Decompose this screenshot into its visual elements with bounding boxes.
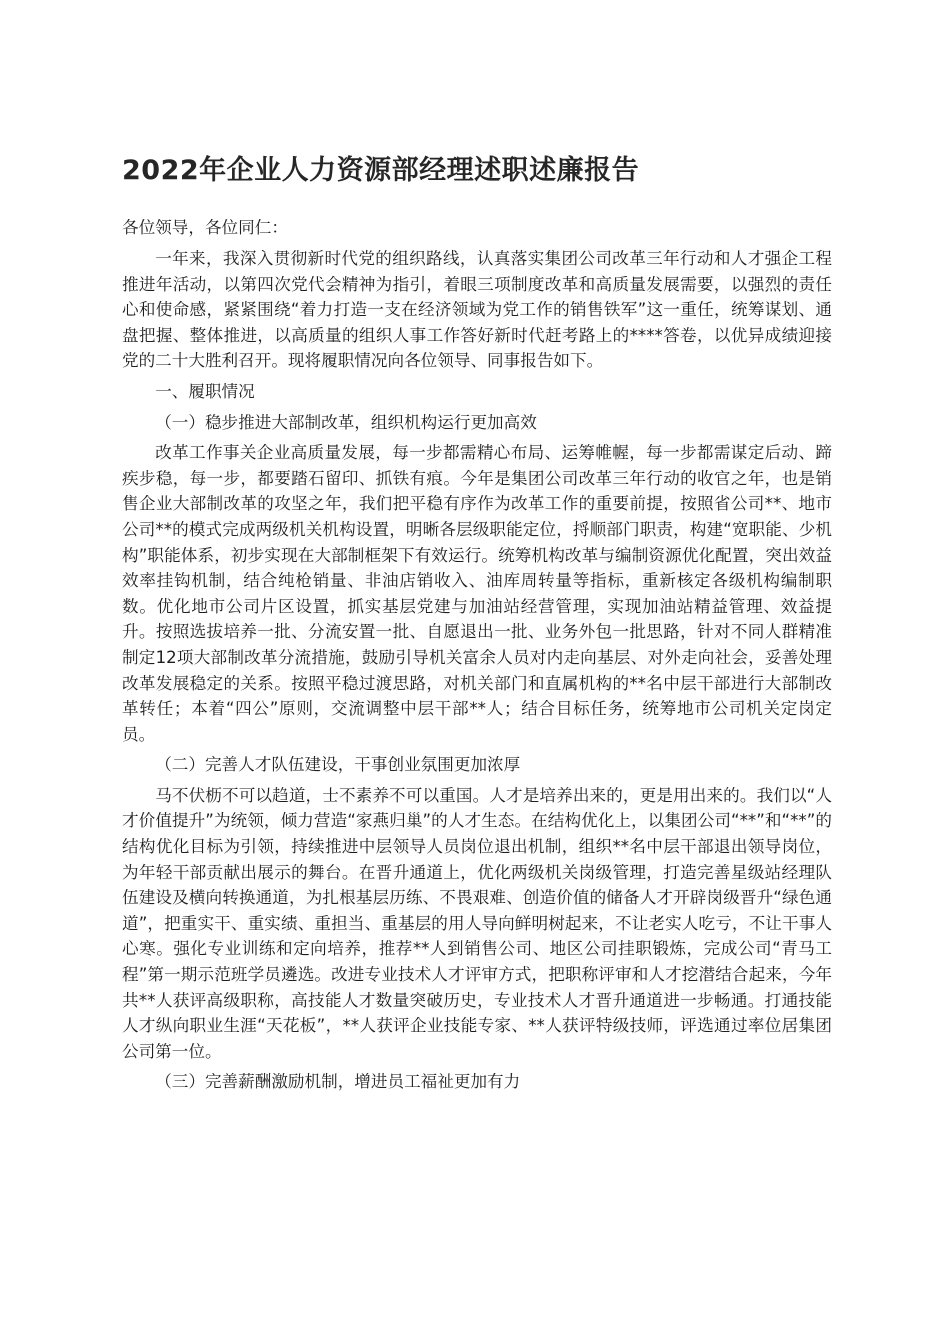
subsection-heading-2: （二）完善人才队伍建设，干事创业氛围更加浓厚 (155, 755, 521, 775)
salutation: 各位领导，各位同仁： (122, 218, 288, 237)
document-title: 2022年企业人力资源部经理述职述廉报告 (122, 155, 640, 186)
subsection-heading-3: （三）完善薪酬激励机制，增进员工福祉更加有力 (155, 1072, 521, 1092)
subsection-body-1: 改革工作事关企业高质量发展，每一步都需精心布局、运筹帷幄，每一步都需谋定后动、蹄疾步稳，每一步，都要踏石留印、抓铁有痕。今年是集团公司改革三年行动的收官之年，也是销售企业大部制改革的攻坚之年，我们把平稳有序作为改革工作的重要前提，按照省公司**、地市公司**的模式完成两级机关机构设置，明晰各层级职能定位，捋顺部门职责，构建“宽职能、少机构”职能体系，初步实现在大部制框架下有效运行。统筹机构改革与编制资源优化配置，突出效益效率挂钩机制，结合纯枪销量、非油店销收入、油库周转量等指标，重新核定各级机构编制职数。优化地市公司片区设置，抓实基层党建与加油站经营管理，实现加油站精益管理、效益提升。按照选拔培养一批、分流安置一批、自愿退出一批、业务外包一批思路，针对不同人群精准制定12项大部制改革分流措施，鼓励引导机关富余人员对内走向基层、对外走向社会，妥善处理改革发展稳定的关系。按照平稳过渡思路，对机关部门和直属机构的**名中层干部进行大部制改革转任；本着“四公”原则，交流调整中层干部**人；结合目标任务，统筹地市公司机关定岗定员。 (122, 443, 832, 744)
intro-paragraph: 一年来，我深入贯彻新时代党的组织路线，认真落实集团公司改革三年行动和人才强企工程推进年活动，以第四次党代会精神为指引，着眼三项制度改革和高质量发展需要，以强烈的责任心和使命感，紧紧围绕“着力打造一支在经济领域为党工作的销售铁军”这一重任，统筹谋划、通盘把握、整体推进，以高质量的组织人事工作答好新时代赶考路上的****答卷，以优异成绩迎接党的二十大胜利召开。现将履职情况向各位领导、同事报告如下。 (122, 249, 832, 371)
subsection-heading-1: （一）稳步推进大部制改革，组织机构运行更加高效 (155, 412, 537, 432)
subsection-body-2: 马不伏枥不可以趋道，士不素养不可以重国。人才是培养出来的，更是用出来的。我们以“人才价值提升”为统领，倾力营造“家燕归巢”的人才生态。在结构优化上，以集团公司“**”和“**”的结构优化目标为引领，持续推进中层领导人员岗位退出机制，组织**名中层干部退出领导岗位，为年轻干部贡献出展示的舞台。在晋升通道上，优化两级机关岗级管理，打造完善星级站经理队伍建设及横向转换通道，为扎根基层历练、不畏艰难、创造价值的储备人才开辟岗级晋升“绿色通道”，把重实干、重实绩、重担当、重基层的用人导向鲜明树起来，不让老实人吃亏，不让干事人心寒。强化专业训练和定向培养，推荐**人到销售公司、地区公司挂职锻炼，完成公司“青马工程”第一期示范班学员遴选。改进专业技术人才评审方式，把职称评审和人才挖潜结合起来，今年共**人获评高级职称，高技能人才数量突破历史，专业技术人才晋升通道进一步畅通。打通技能人才纵向职业生涯“天花板”，**人获评企业技能专家、**人获评特级技师，评选通过率位居集团公司第一位。 (122, 785, 832, 1061)
section-heading-performance: 一、履职情况 (155, 381, 255, 401)
document-page (122, 148, 832, 1095)
